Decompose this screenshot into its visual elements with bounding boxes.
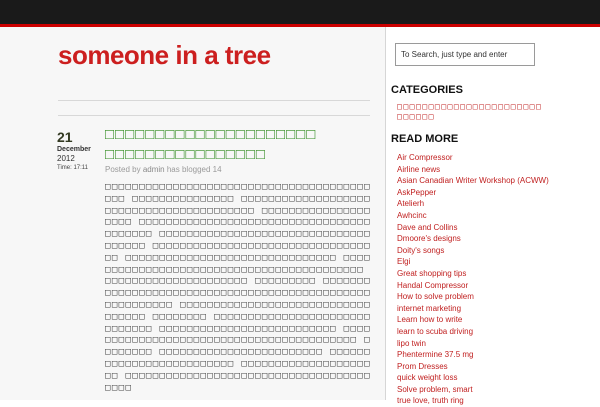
categories-heading: CATEGORIES [391,84,463,96]
read-more-link[interactable]: Dave and Collins [397,222,458,232]
post-meta [105,165,375,174]
header-divider-bottom [58,115,370,116]
read-more-link[interactable]: Solve problem, smart [397,384,473,394]
read-more-link[interactable]: learn to scuba driving [397,326,474,336]
read-more-heading: READ MORE [391,133,459,145]
post-title-link[interactable]: □□□□□□□□□□□□□□□□□□□□□ □□□□□□□□□□□□□□□□ [105,126,317,163]
read-more-link[interactable]: Handal Compressor [397,280,469,290]
read-more-list [397,152,597,407]
read-more-link[interactable]: Great shopping tips [397,268,467,278]
post-date-month: December [57,146,91,153]
post-meta-suffix: has blogged 14 [166,165,222,174]
read-more-link[interactable]: Atelierh [397,199,425,209]
read-more-link[interactable]: Elgi [397,257,411,267]
read-more-link[interactable]: Phentermine 37.5 mg [397,350,474,360]
site-title[interactable]: someone in a tree [58,40,271,70]
read-more-link[interactable]: How to solve problem [397,292,474,302]
post-date-time: Time: 17:11 [57,165,89,171]
read-more-link[interactable]: Air Compressor [397,153,453,162]
top-bar [0,0,600,24]
read-more-link[interactable]: Airline news [397,164,441,174]
read-more-link[interactable]: quick weight loss [397,373,458,383]
read-more-link[interactable]: Asian Canadian Writer Workshop (ACWW) [397,176,549,186]
post-author: admin [142,165,165,174]
read-more-link[interactable]: Learn how to write [397,315,463,325]
post-date-day: 21 [57,129,73,145]
read-more-link[interactable]: true love, truth ring [397,396,464,406]
post-body: □□□□□□□□□□□□□□□□□□□□□□□□□□□□□□□□□□□□□□□□□□ □□□□□□□□□□□□□□□ □□□□□□□□□□□□□□□□□□□□□□□□□□□□□□□□□□□□□□□□□ □□□□□□□□□□□□□□□□□□□□ □□□□□□□□□□□□□□□□□□□□□□□□□□□□□□□□□□□□□□□□□ □□□□□□□□□□□□□□□□□□□□□□□□□□□□□□□□□□□□□ □□□□□□□□□□□□□□□□□□□□□□□□□□□□□□□□□□ □□□□□□□□□□□□□□□□□□□□□□□□□□□□□□□ □□□□□□□□□□□□□□□□□□□□□□□□□□□□□□□□□□□□□□□□□□ □□□□□□□□□□□□□□□□□□□□□ □□□□□□□□□ □□□□□□□□□□□□□□□□□□□□□□□□□□□□□□□□□□□□□□□□□□□□□□□□□□□□□□□□ □□□□□□□□□□□□□□□□□□□□□□□□□□□□□□□□□□ □□□□□□□□ □□□□□□□□□□□□□□□□□□□□□□□□□□□□□□ □□□□□□□□□□□□□□□□□□□□□□□□□□ □□□□□□□□□□□□□□□□□□□□□□□□□□□□□□□□□□□□□□□□□ □□□□□□□□ □□□□□□□□□□□□□□□□□□□□□□□□ □□□□□□□□□□□□□□□□□□□□□□□□□ □□□□□□□□□□□□□□□□□□□□□ □□□□□□□□□□□□□□□□□□□□□□□□□□□□□□□□□□□□□□□□ [105,182,371,393]
category-link[interactable]: □□□□□□□□□□□□□□□□□□□□□□□□□□□□□ [397,102,543,121]
read-more-link[interactable]: Awhcinc [397,210,427,220]
post-date-year: 2012 [57,154,75,163]
read-more-link[interactable]: internet marketing [397,303,462,313]
read-more-link[interactable]: lipo twin [397,338,426,348]
read-more-link[interactable]: Doity's songs [397,245,445,255]
header-divider-top [58,100,370,101]
read-more-link[interactable]: Dmoore's designs [397,234,461,244]
post-date [57,130,102,173]
read-more-link[interactable]: Prom Dresses [397,361,448,371]
search-input[interactable] [395,43,535,66]
post-meta-prefix: Posted by [105,165,141,174]
read-more-link[interactable]: AskPepper [397,187,437,197]
